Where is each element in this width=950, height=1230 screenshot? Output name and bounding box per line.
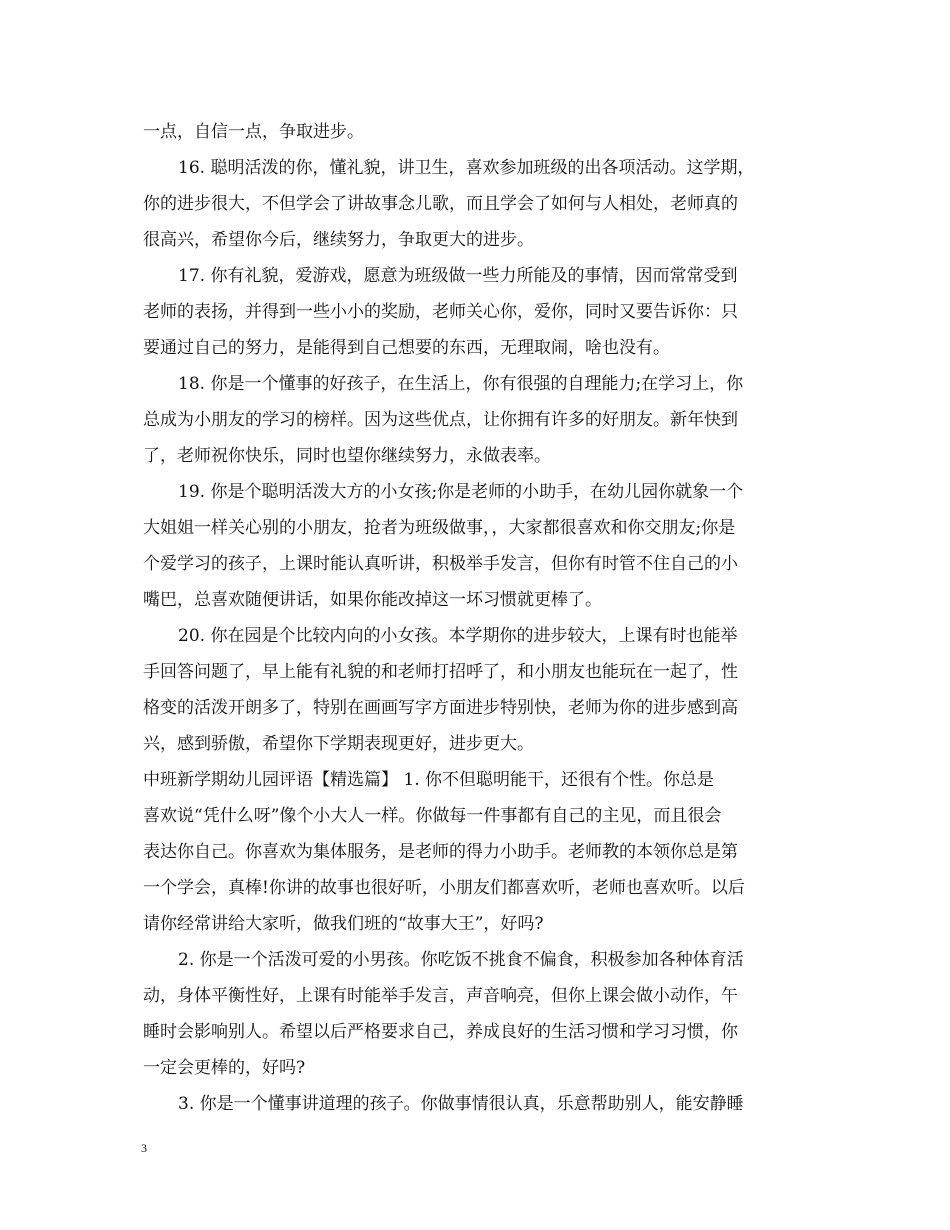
text-line: 了，老师祝你快乐，同时也望你继续努力，永做表率。: [143, 446, 551, 466]
paragraph-2-start: 2. 你是一个活泼可爱的小男孩。你吃饭不挑食不偏食，积极参加各种体育活: [178, 950, 744, 970]
text-line: 总成为小朋友的学习的榜样。因为这些优点，让你拥有许多的好朋友。新年快到: [143, 410, 738, 430]
text-line: 动，身体平衡性好，上课有时能举手发言，声音响亮，但你上课会做小动作，午: [143, 986, 738, 1006]
text-line: 喜欢说“凭什么呀”像个小大人一样。你做每一件事都有自己的主见，而且很会: [143, 806, 722, 826]
page-number: 3: [141, 1141, 147, 1155]
paragraph-20-start: 20. 你在园是个比较内向的小女孩。本学期你的进步较大，上课有时也能举: [178, 626, 738, 646]
text-line: 兴，感到骄傲，希望你下学期表现更好，进步更大。: [143, 734, 534, 754]
text-line: 嘴巴，总喜欢随便讲话，如果你能改掉这一坏习惯就更棒了。: [143, 590, 602, 610]
paragraph-3-start: 3. 你是一个懂事讲道理的孩子。你做事情很认真，乐意帮助别人，能安静睡: [178, 1094, 744, 1114]
text-line: 要通过自己的努力，是能得到自己想要的东西，无理取闹，啥也没有。: [143, 338, 670, 358]
text-line: 手回答问题了，早上能有礼貌的和老师打招呼了，和小朋友也能玩在一起了，性: [143, 662, 738, 682]
paragraph-18-start: 18. 你是一个懂事的好孩子，在生活上，你有很强的自理能力;在学习上，你: [178, 374, 744, 394]
text-line: 老师的表扬，并得到一些小小的奖励，老师关心你，爱你，同时又要告诉你：只: [143, 302, 738, 322]
text-line: 一定会更棒的，好吗?: [143, 1058, 306, 1078]
text-line: 请你经常讲给大家听，做我们班的“故事大王”，好吗?: [143, 914, 544, 934]
paragraph-16-start: 16. 聪明活泼的你，懂礼貌，讲卫生，喜欢参加班级的出各项活动。这学期，: [178, 158, 755, 178]
text-line: 睡时会影响别人。希望以后严格要求自己，养成良好的生活习惯和学习习惯，你: [143, 1022, 738, 1042]
paragraph-19-start: 19. 你是个聪明活泼大方的小女孩;你是老师的小助手，在幼儿园你就象一个: [178, 482, 744, 502]
text-line: 一点，自信一点，争取进步。: [143, 122, 364, 142]
text-line: 个爱学习的孩子，上课时能认真听讲，积极举手发言，但你有时管不住自己的小: [143, 554, 738, 574]
text-line: 格变的活泼开朗多了，特别在画画写字方面进步特别快，老师为你的进步感到高: [143, 698, 738, 718]
text-line: 表达你自己。你喜欢为集体服务，是老师的得力小助手。老师教的本领你总是第: [143, 842, 738, 862]
text-line: 你的进步很大，不但学会了讲故事念儿歌，而且学会了如何与人相处，老师真的: [143, 194, 738, 214]
text-line: 大姐姐一样关心别的小朋友，抢者为班级做事，，大家都很喜欢和你交朋友;你是: [143, 518, 736, 538]
text-line: 很高兴，希望你今后，继续努力，争取更大的进步。: [143, 230, 534, 250]
text-line: 一个学会，真棒!你讲的故事也很好听，小朋友们都喜欢听，老师也喜欢听。以后: [143, 878, 745, 898]
section-heading-line: 中班新学期幼儿园评语【精选篇】 1. 你不但聪明能干，还很有个性。你总是: [143, 770, 715, 790]
paragraph-17-start: 17. 你有礼貌，爱游戏，愿意为班级做一些力所能及的事情，因而常常受到: [178, 266, 738, 286]
